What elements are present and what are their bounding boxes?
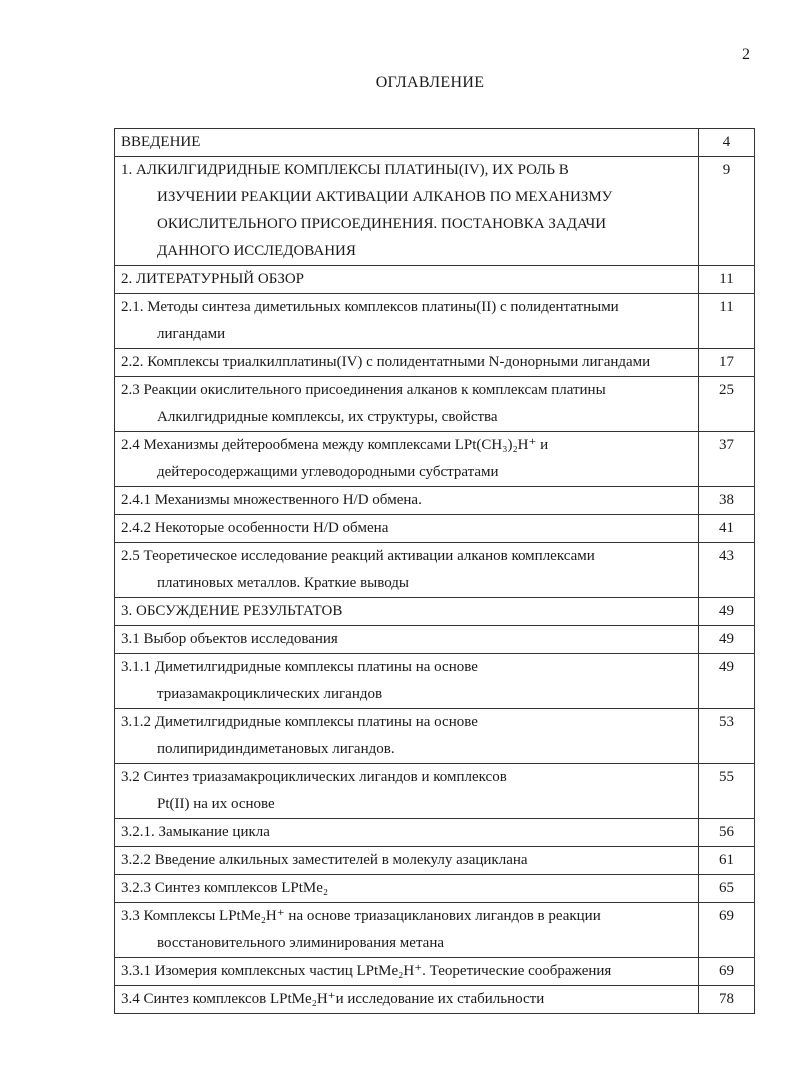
toc-entry-line: 3.1 Выбор объектов исследования [121,631,338,647]
toc-entry-title [115,266,699,294]
toc-entry-line: 2.1. Методы синтеза диметильных комплексов платины(II) с полидентатными [121,299,619,315]
page-number: 2 [742,46,750,63]
toc-entry-continuation: восстановительного элиминирования метана [157,935,445,951]
toc-entry-title [115,958,699,986]
toc-entry-page: 17 [699,349,755,377]
toc-entry-continuation: полипиридиндиметановых лигандов. [157,741,395,757]
toc-entry-page: 38 [699,487,755,515]
toc-row [115,764,755,819]
toc-entry-continuation: триазамакроциклических лигандов [157,686,383,702]
toc-entry-line: 3. ОБСУЖДЕНИЕ РЕЗУЛЬТАТОВ [121,603,343,619]
toc-row [115,543,755,598]
toc-entry-title [115,598,699,626]
toc-entry-line: 3.2 Синтез триазамакроциклических лигандов и комплексов [121,769,507,785]
toc-entry-continuation: ИЗУЧЕНИИ РЕАКЦИИ АКТИВАЦИИ АЛКАНОВ ПО МЕХАНИЗМУ [157,189,613,205]
toc-entry-line: 3.4 Синтез комплексов LPtMe₂H⁺и исследование их стабильности [121,991,545,1007]
toc-row [115,986,755,1014]
toc-row [115,847,755,875]
toc-row [115,377,755,432]
toc-row [115,266,755,294]
toc-entry-page: 49 [699,626,755,654]
toc-entry-title [115,487,699,515]
toc-entry-title [115,349,699,377]
toc-entry-line: 3.1.1 Диметилгидридные комплексы платины на основе [121,659,478,675]
toc-entry-line: 3.2.3 Синтез комплексов LPtMe₂ [121,880,329,896]
toc-entry-line: 3.3.1 Изомерия комплексных частиц LPtMe₂H⁺. Теоретические соображения [121,963,612,979]
toc-entry-page: 9 [699,157,755,266]
toc-entry-line: 2.2. Комплексы триалкилплатины(IV) с полидентатными N-донорными лигандами [121,354,651,370]
toc-entry-continuation: платиновых металлов. Краткие выводы [157,575,410,591]
toc-entry-title [115,294,699,349]
toc-entry-line: 3.3 Комплексы LPtMe₂H⁺ на основе триазацикланових лигандов в реакции [121,908,601,924]
toc-entry-page: 78 [699,986,755,1014]
toc-entry-page: 65 [699,875,755,903]
toc-entry-line: 3.1.2 Диметилгидридные комплексы платины на основе [121,714,478,730]
toc-row [115,626,755,654]
toc-row [115,157,755,266]
toc-entry-title [115,903,699,958]
toc-row [115,598,755,626]
toc-row [115,875,755,903]
toc-entry-page: 53 [699,709,755,764]
toc-entry-title [115,515,699,543]
toc-row [115,294,755,349]
toc-entry-page: 37 [699,432,755,487]
toc-entry-page: 55 [699,764,755,819]
toc-entry-page: 69 [699,958,755,986]
toc-entry-title [115,986,699,1014]
toc-entry-title [115,377,699,432]
toc-row [115,958,755,986]
toc-entry-title [115,157,699,266]
toc-entry-line: 1. АЛКИЛГИДРИДНЫЕ КОМПЛЕКСЫ ПЛАТИНЫ(IV), ИХ РОЛЬ В [121,162,569,178]
toc-entry-page: 69 [699,903,755,958]
toc-entry-page: 11 [699,266,755,294]
toc-entry-title [115,654,699,709]
toc-entry-title [115,543,699,598]
page-title: ОГЛАВЛЕНИЕ [375,74,485,91]
toc-row [115,515,755,543]
toc-entry-title [115,626,699,654]
toc-entry-line: 2.4.1 Механизмы множественного H/D обмена. [121,492,422,508]
toc-entry-continuation: Алкилгидридные комплексы, их структуры, свойства [157,409,498,425]
toc-entry-continuation: ДАННОГО ИССЛЕДОВАНИЯ [157,243,356,259]
toc-table [114,128,755,1014]
toc-entry-title [115,764,699,819]
toc-entry-continuation: лигандами [157,326,226,342]
toc-entry-title [115,432,699,487]
toc-entry-title [115,709,699,764]
toc-row [115,349,755,377]
toc-entry-page: 61 [699,847,755,875]
toc-entry-continuation: ОКИСЛИТЕЛЬНОГО ПРИСОЕДИНЕНИЯ. ПОСТАНОВКА ЗАДАЧИ [157,216,607,232]
toc-entry-page: 49 [699,654,755,709]
toc-entry-line: 2. ЛИТЕРАТУРНЫЙ ОБЗОР [121,271,305,287]
toc-row [115,432,755,487]
toc-row [115,654,755,709]
toc-entry-line: 2.3 Реакции окислительного присоединения алканов к комплексам платины [121,382,606,398]
toc-entry-page: 41 [699,515,755,543]
toc-body [115,129,755,1014]
toc-entry-line: 3.2.2 Введение алкильных заместителей в молекулу азациклана [121,852,528,868]
toc-entry-page: 25 [699,377,755,432]
toc-entry-page: 4 [699,129,755,157]
toc-entry-page: 56 [699,819,755,847]
toc-entry-continuation: Pt(II) на их основе [157,796,275,812]
toc-entry-line: 2.4 Механизмы дейтерообмена между комплексами LPt(CH₃)₂H⁺ и [121,437,549,453]
toc-entry-title [115,875,699,903]
toc-entry-title [115,847,699,875]
toc-entry-title [115,819,699,847]
toc-row [115,819,755,847]
toc-entry-line: 2.5 Теоретическое исследование реакций активации алканов комплексами [121,548,595,564]
toc-row [115,903,755,958]
toc-row [115,487,755,515]
toc-entry-page: 11 [699,294,755,349]
toc-entry-line: ВВЕДЕНИЕ [121,134,201,150]
toc-entry-line: 2.4.2 Некоторые особенности H/D обмена [121,520,389,536]
toc-entry-page: 49 [699,598,755,626]
toc-row [115,709,755,764]
toc-entry-title [115,129,699,157]
toc-entry-continuation: дейтеросодержащими углеводородными субстратами [157,464,499,480]
toc-entry-page: 43 [699,543,755,598]
toc-row [115,129,755,157]
toc-entry-line: 3.2.1. Замыкание цикла [121,824,270,840]
